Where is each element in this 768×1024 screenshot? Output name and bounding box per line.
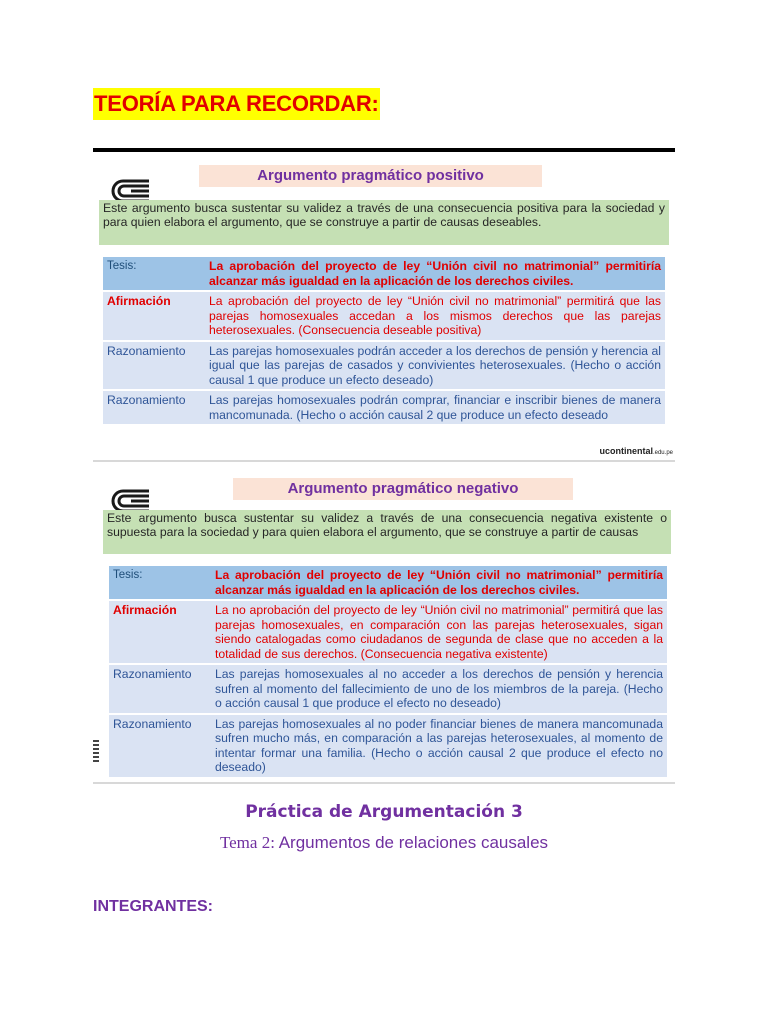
row-text: La aprobación del proyecto de ley “Unión civil no matrimonial” permitirá que las parejas homosexuales accedan a los mismos derechos que las parejas heterosexuales. (Consecuencia deseable positiva) <box>205 291 665 341</box>
row-text: La aprobación del proyecto de ley “Unión civil no matrimonial” permitiría alcanzar más igualdad en la aplicación de los derechos civiles. <box>211 566 667 600</box>
row-label: Afirmación <box>109 600 211 664</box>
row-label: Razonamiento <box>103 390 205 425</box>
negative-heading: Argumento pragmático negativo <box>233 478 573 500</box>
margin-marker <box>93 740 99 762</box>
page-title: TEORÍA PARA RECORDAR: <box>93 88 380 120</box>
row-text: La no aprobación del proyecto de ley “Unión civil no matrimonial” permitirá que las parejas homosexuales, en comparación con las parejas heterosexuales, sigan siendo catalogadas como ciudadanos de segunda de clase que no acceden a la totalidad de sus derechos. (Consecuencia negativa existente) <box>211 600 667 664</box>
members-heading: INTEGRANTES: <box>93 898 213 915</box>
table-row <box>103 257 665 291</box>
table-row <box>103 390 665 425</box>
topic-text: Argumentos de relaciones causales <box>278 833 549 852</box>
table-row <box>109 714 667 778</box>
practice-title: Práctica de Argumentación 3 <box>245 802 523 822</box>
table-row <box>109 600 667 664</box>
positive-heading: Argumento pragmático positivo <box>199 165 542 187</box>
row-label: Afirmación <box>103 291 205 341</box>
row-label: Razonamiento <box>109 664 211 714</box>
positive-argument-panel <box>93 152 675 462</box>
row-label: Tesis: <box>103 257 205 291</box>
row-text: Las parejas homosexuales al no acceder a los derechos de pensión y herencia sufren al momento del fallecimiento de uno de los miembros de la pareja. (Hecho o acción causal 1 que produce el efecto no deseado) <box>211 664 667 714</box>
brand-logo: ucontinental.edu.pe <box>599 446 673 456</box>
positive-table <box>103 257 665 426</box>
negative-table <box>109 566 667 779</box>
topic-label: Tema 2: <box>219 833 275 852</box>
table-row <box>109 566 667 600</box>
table-row <box>103 291 665 341</box>
negative-definition: Este argumento busca sustentar su validez a través de una consecuencia negativa existente o supuesta para la sociedad y para quien elabora el argumento, que se construye a partir de causas <box>103 510 671 554</box>
row-text: Las parejas homosexuales al no poder financiar bienes de manera mancomunada sufren mucho más, en comparación a las parejas heterosexuales, al momento de intentar formar una familia. (Hecho o acción causal 2 que produce el efecto no deseado) <box>211 714 667 778</box>
table-row <box>103 341 665 391</box>
row-label: Razonamiento <box>109 714 211 778</box>
table-row <box>109 664 667 714</box>
row-text: Las parejas homosexuales podrán acceder a los derechos de pensión y herencia al igual que las parejas de casados y convivientes heterosexuales. (Hecho o acción causal 1 que produce un efecto deseado) <box>205 341 665 391</box>
positive-definition: Este argumento busca sustentar su validez a través de una consecuencia positiva para la sociedad y para quien elabora el argumento, que se construye a partir de causas deseables. <box>99 200 669 245</box>
row-label: Razonamiento <box>103 341 205 391</box>
row-text: La aprobación del proyecto de ley “Unión civil no matrimonial” permitiría alcanzar más igualdad en la aplicación de los derechos civiles. <box>205 257 665 291</box>
negative-argument-panel <box>93 470 675 784</box>
row-text: Las parejas homosexuales podrán comprar, financiar e inscribir bienes de manera mancomunada. (Hecho o acción causal 2 que produce un efecto deseado <box>205 390 665 425</box>
row-label: Tesis: <box>109 566 211 600</box>
topic-line <box>0 833 768 853</box>
